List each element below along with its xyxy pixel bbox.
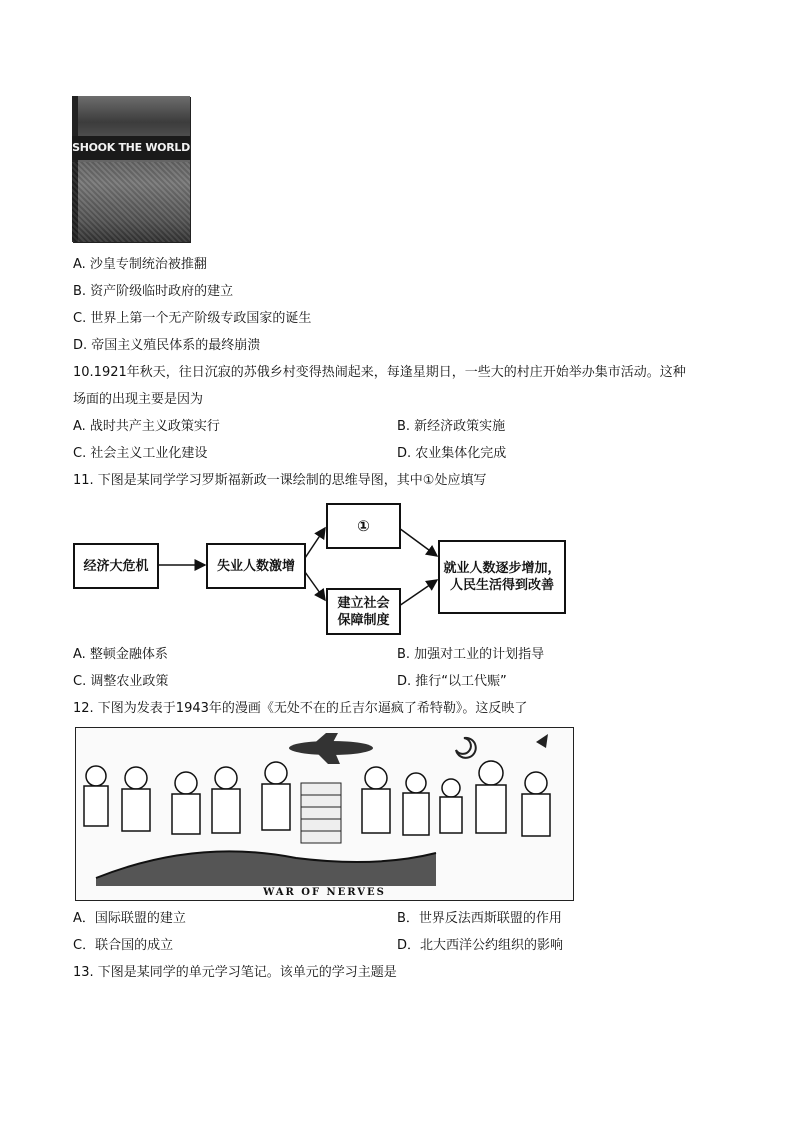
mindmap-result-line1: 就业人数逐步增加， (443, 561, 561, 576)
q11-option-a: A. 整顿金融体系 (73, 647, 168, 662)
mindmap-box-economic-crisis (73, 543, 159, 589)
cartoon-pile (96, 851, 436, 886)
q12-stem: 12. 下图为发表于1943年的漫画《无处不在的丘吉尔逼疯了希特勒》。这反映了 (73, 701, 528, 716)
q12-option-a: A．国际联盟的建立 (73, 911, 186, 926)
mindmap-box1-label: 经济大危机 (83, 558, 149, 574)
q9-option-b: B. 资产阶级临时政府的建立 (73, 284, 234, 299)
q10-stem-line1: 10.1921年秋天，往日沉寂的苏俄乡村变得热闹起来，每逢星期日，一些大的村庄开始举办集市活动。这种 (73, 365, 686, 380)
q11-option-d: D. 推行“以工代赈” (397, 674, 507, 689)
arrow-bottom-result (399, 580, 437, 606)
arrow-2-top (305, 528, 325, 558)
mindmap-box2-label: 失业人数激增 (216, 558, 295, 574)
mindmap-box-bottom-line2: 保障制度 (337, 612, 390, 628)
q9-option-d: D. 帝国主义殖民体系的最终崩溃 (73, 338, 261, 353)
q10-stem-line2: 场面的出现主要是因为 (73, 392, 204, 407)
q12-option-c: C．联合国的成立 (73, 938, 174, 953)
q9-option-c: C. 世界上第一个无产阶级专政国家的诞生 (73, 311, 312, 326)
cartoon-airplane (289, 733, 373, 764)
cartoon-image (75, 727, 574, 901)
cartoon-flag (536, 734, 548, 748)
arrow-2-bottom (305, 572, 325, 600)
q12-option-d: D．北大西洋公约组织的影响 (397, 938, 564, 953)
cartoon-drawing (76, 728, 573, 900)
mindmap-box-social-security (326, 588, 401, 635)
q10-option-d: D. 农业集体化完成 (397, 446, 507, 461)
mindmap-box-unemployment (206, 543, 306, 589)
q12-option-b: B．世界反法西斯联盟的作用 (397, 911, 562, 926)
arrow-top-result (399, 528, 437, 556)
q11-option-c: C. 调整农业政策 (73, 674, 169, 689)
book-cover-title: SHOOK THE WORLD (72, 136, 190, 160)
mindmap-box-blank (326, 503, 401, 549)
q11-stem: 11. 下图是某同学学习罗斯福新政一课绘制的思维导图，其中①处应填写 (73, 473, 487, 488)
q9-option-a: A. 沙皇专制统治被推翻 (73, 257, 207, 272)
q10-option-b: B. 新经济政策实施 (397, 419, 506, 434)
mindmap-result-line2: 人民生活得到改善 (449, 578, 554, 593)
q11-option-b: B. 加强对工业的计划指导 (397, 647, 545, 662)
cartoon-caption: WAR OF NERVES (263, 887, 386, 898)
mindmap-box-top-label: ① (357, 516, 370, 535)
q10-option-a: A. 战时共产主义政策实行 (73, 419, 220, 434)
cartoon-moon (456, 738, 476, 758)
cartoon-brick-wall (301, 783, 341, 843)
q10-option-c: C. 社会主义工业化建设 (73, 446, 208, 461)
q13-stem: 13. 下图是某同学的单元学习笔记。该单元的学习主题是 (73, 965, 397, 980)
mindmap-box-result (438, 540, 566, 614)
mindmap-box-bottom-line1: 建立社会 (337, 595, 390, 611)
